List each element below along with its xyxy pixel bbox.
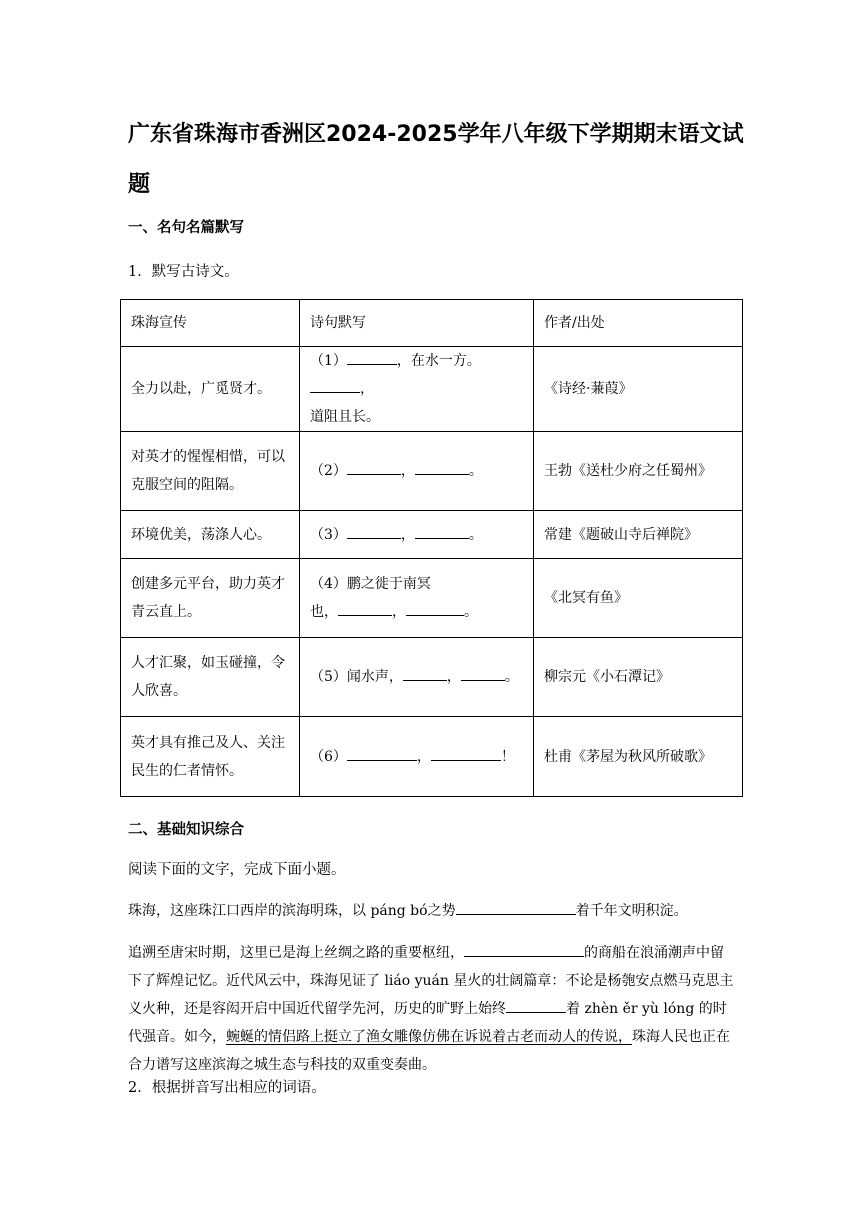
poem-cell [300,638,534,717]
poem-text: ， [400,463,415,479]
answer-blank[interactable] [347,745,417,761]
poem-text: 道阻且长。 [310,409,380,425]
paragraph-text: 珠海人民也正在合力谱写这座滨海之城生态与科技的双重变奏曲。 [128,1029,730,1073]
page-title: 广东省珠海市香洲区2024-2025学年八年级下学期期末语文试题 [128,122,744,197]
poem-text: ， [416,748,431,765]
poem-text: ， [446,669,461,685]
poem-text: 。 [468,463,483,479]
poem-text: （1） [310,353,347,369]
slogan-cell: 人才汇聚，如玉碰撞，令人欣喜。 [121,638,300,717]
table-header-row [121,300,743,347]
poem-text: 。 [468,526,483,543]
poem-text: （4）鹏之徙于南冥 [310,576,431,592]
table-row [121,511,743,559]
source-cell: 常建《题破山寺后禅院》 [534,511,743,559]
source-cell: 《北冥有鱼》 [534,559,743,638]
poem-text: （6） [310,748,347,765]
answer-blank[interactable] [347,523,401,539]
table-header-cell: 珠海宣传 [121,300,300,347]
answer-blank[interactable] [403,665,447,681]
answer-blank[interactable] [406,600,464,616]
poem-cell [300,717,534,797]
reading-paragraph-2 [128,939,736,1079]
poem-text: （2） [310,463,347,479]
poem-text: （5）闻水声， [310,669,403,685]
paragraph-text: 追溯至唐宋时期，这里已是海上丝绸之路的重要枢纽， [128,945,464,961]
question-1-label: 1．默写古诗文。 [128,264,239,280]
reading-paragraph-1 [128,897,736,925]
answer-blank[interactable] [456,899,576,915]
answer-blank[interactable] [347,459,401,475]
table-header-cell: 诗句默写 [300,300,534,347]
slogan-cell: 对英才的惺惺相惜，可以克服空间的阻隔。 [121,432,300,511]
poem-text: ， [400,526,415,543]
answer-blank[interactable] [431,745,501,761]
poem-text: 也， [310,604,338,620]
slogan-cell: 英才具有推己及人、关注民生的仁者情怀。 [121,717,300,797]
poetry-table [120,299,743,797]
answer-blank[interactable] [415,523,469,539]
poem-text: ， [392,604,406,620]
underlined-sentence: 蜿蜒的情侣路上挺立了渔女雕像仿佛在诉说着古老而动人的传说， [226,1029,632,1045]
poem-cell [300,511,534,559]
answer-blank[interactable] [464,941,584,957]
poem-cell [300,559,534,638]
poem-text: （3） [310,526,347,543]
answer-blank[interactable] [338,600,392,616]
reading-instruction: 阅读下面的文字，完成下面小题。 [128,862,346,878]
slogan-cell: 全力以赴，广觅贤才。 [121,347,300,432]
answer-blank[interactable] [310,377,360,393]
source-cell: 《诗经·蒹葭》 [534,347,743,432]
question-2-label: 2．根据拼音写出相应的词语。 [128,1080,326,1096]
paragraph-text: 珠海，这座珠江口西岸的滨海明珠，以 páng bó之势 [128,903,456,919]
table-header-cell: 作者/出处 [534,300,743,347]
answer-blank[interactable] [415,459,469,475]
poem-text: 。 [464,604,478,620]
paragraph-text: 着 zhèn ěr yù lóng 的时代强音。如今， [128,1001,727,1045]
table-row [121,347,743,432]
table-row [121,559,743,638]
slogan-cell: 环境优美，荡涤人心。 [121,511,300,559]
section-heading-1: 一、名句名篇默写 [128,220,244,236]
poem-text: ，在水一方。 [396,353,481,369]
source-cell: 王勃《送杜少府之任蜀州》 [534,432,743,511]
answer-blank[interactable] [347,349,397,365]
poem-text: 。 [504,669,519,685]
poem-cell [300,347,534,432]
answer-blank[interactable] [506,997,566,1013]
table-row [121,638,743,717]
paragraph-text: 的商船在浪涌潮声中留下了辉煌记忆。近代风云中，珠海见证了 liáo yuán 星火的壮阔篇章：不论是杨匏安点燃马克思主义火种，还是容闳开启中国近代留学先河，历史的旷野上始终 [128,945,734,1017]
table-row [121,432,743,511]
section-heading-2: 二、基础知识综合 [128,822,244,838]
source-cell: 柳宗元《小石潭记》 [534,638,743,717]
poem-text: ， [360,381,374,397]
slogan-cell: 创建多元平台，助力英才青云直上。 [121,559,300,638]
answer-blank[interactable] [461,665,505,681]
paragraph-text: 着千年文明积淀。 [575,903,688,919]
poem-cell [300,432,534,511]
source-cell: 杜甫《茅屋为秋风所破歌》 [534,717,743,797]
table-row [121,717,743,797]
poem-text: ！ [500,748,515,765]
